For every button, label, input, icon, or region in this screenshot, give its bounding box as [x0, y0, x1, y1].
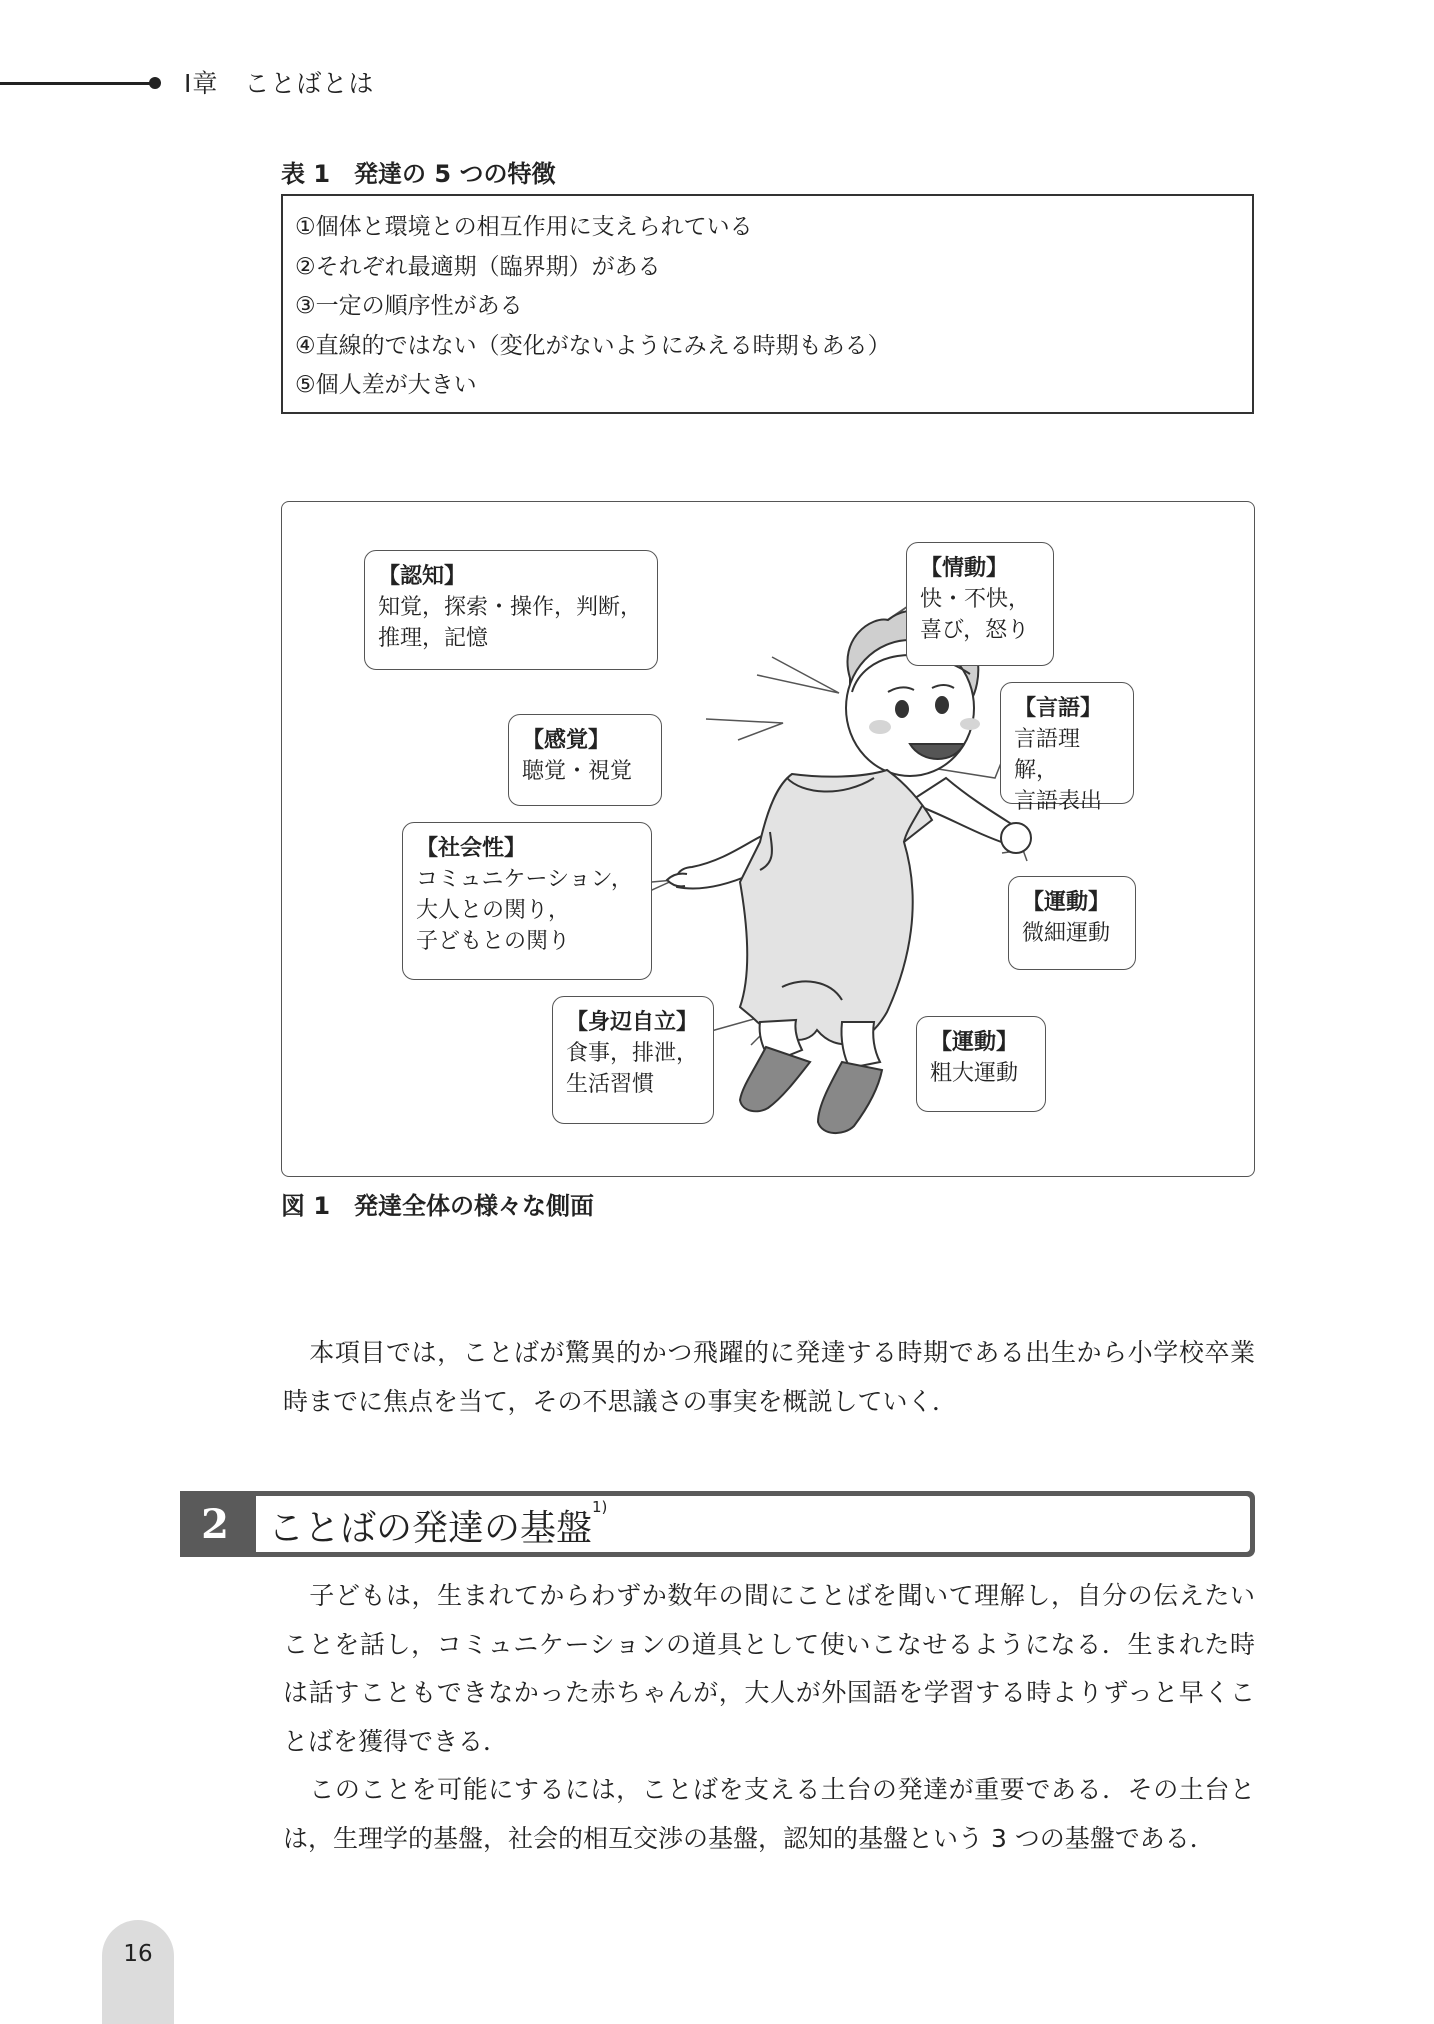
header-bullet: [149, 77, 161, 89]
label-title: 【感覚】: [522, 728, 611, 753]
label-sociality: [402, 822, 652, 980]
label-language: [1000, 682, 1134, 814]
label-self-care: [552, 996, 714, 1124]
label-text: 生活習慣: [566, 1072, 655, 1097]
label-cognition: [364, 550, 658, 670]
label-text: 聴覚・視覚: [522, 759, 633, 784]
table-row: ①個体と環境との相互作用に支えられている: [295, 214, 753, 240]
intro-paragraph: 本項目では，ことばが驚異的かつ飛躍的に発達する時期である出生から小学校卒業時までに焦点を当て，その不思議さの事実を概説していく．: [283, 1338, 1255, 1416]
label-text: 快・不快，: [920, 587, 1031, 612]
label-emotion: [906, 542, 1054, 666]
label-text: 喜び，怒り: [920, 618, 1030, 643]
label-title: 【言語】: [1014, 696, 1103, 721]
label-text: 推理，記憶: [378, 626, 489, 651]
label-title: 【身辺自立】: [566, 1010, 699, 1035]
label-text: 言語表出: [1014, 789, 1103, 814]
label-text: 大人との関り，: [416, 898, 571, 923]
label-text: 粗大運動: [930, 1061, 1019, 1086]
table-row: ⑤個人差が大きい: [295, 372, 477, 398]
label-gross-motor: [916, 1016, 1046, 1112]
label-title: 【情動】: [920, 556, 1009, 581]
chapter-header: Ⅰ章 ことばとは: [184, 69, 375, 98]
label-text: 微細運動: [1022, 921, 1111, 946]
feature-table: [281, 194, 1254, 414]
label-title: 【認知】: [378, 564, 467, 589]
body-paragraph: 子どもは，生まれてからわずか数年の間にことばを聞いて理解し，自分の伝えたいことを話し，コミュニケーションの道具として使いこなせるようになる．生まれた時は話すこともできなかった赤ちゃんが，大人が外国語を学習する時よりずっと早くことばを獲得できる．: [283, 1581, 1255, 1756]
table-row: ③一定の順序性がある: [295, 293, 523, 319]
figure-caption: 図 1 発達全体の様々な側面: [281, 1192, 595, 1220]
label-title: 【社会性】: [416, 836, 527, 861]
page-number: 16: [123, 1941, 153, 1967]
section-title-text: ことばの発達の基盤: [268, 1508, 593, 1549]
figure-frame: [281, 501, 1255, 1177]
body-paragraph: このことを可能にするには，ことばを支える土台の発達が重要である．その土台とは，生理学的基盤，社会的相互交渉の基盤，認知的基盤という 3 つの基盤である．: [283, 1775, 1255, 1853]
label-text: 言語理解，: [1014, 727, 1081, 783]
section-number: 2: [180, 1491, 250, 1557]
label-title: 【運動】: [1022, 890, 1111, 915]
label-text: コミュニケーション，: [416, 867, 633, 892]
label-sensation: [508, 714, 662, 806]
table-caption: 表 1 発達の 5 つの特徴: [281, 160, 556, 188]
header-rule: [0, 82, 152, 85]
label-title: 【運動】: [930, 1030, 1019, 1055]
section-title: [268, 1500, 607, 1551]
section-footnote: 1): [592, 1498, 608, 1516]
label-fine-motor: [1008, 876, 1136, 970]
label-text: 知覚，探索・操作，判断，: [378, 595, 643, 620]
label-text: 食事，排泄，: [566, 1041, 699, 1066]
label-text: 子どもとの関り: [416, 929, 571, 954]
page-tab: [102, 1920, 174, 2024]
table-row: ④直線的ではない（変化がないようにみえる時期もある）: [295, 332, 891, 359]
table-row: ②それぞれ最適期（臨界期）がある: [295, 253, 661, 280]
